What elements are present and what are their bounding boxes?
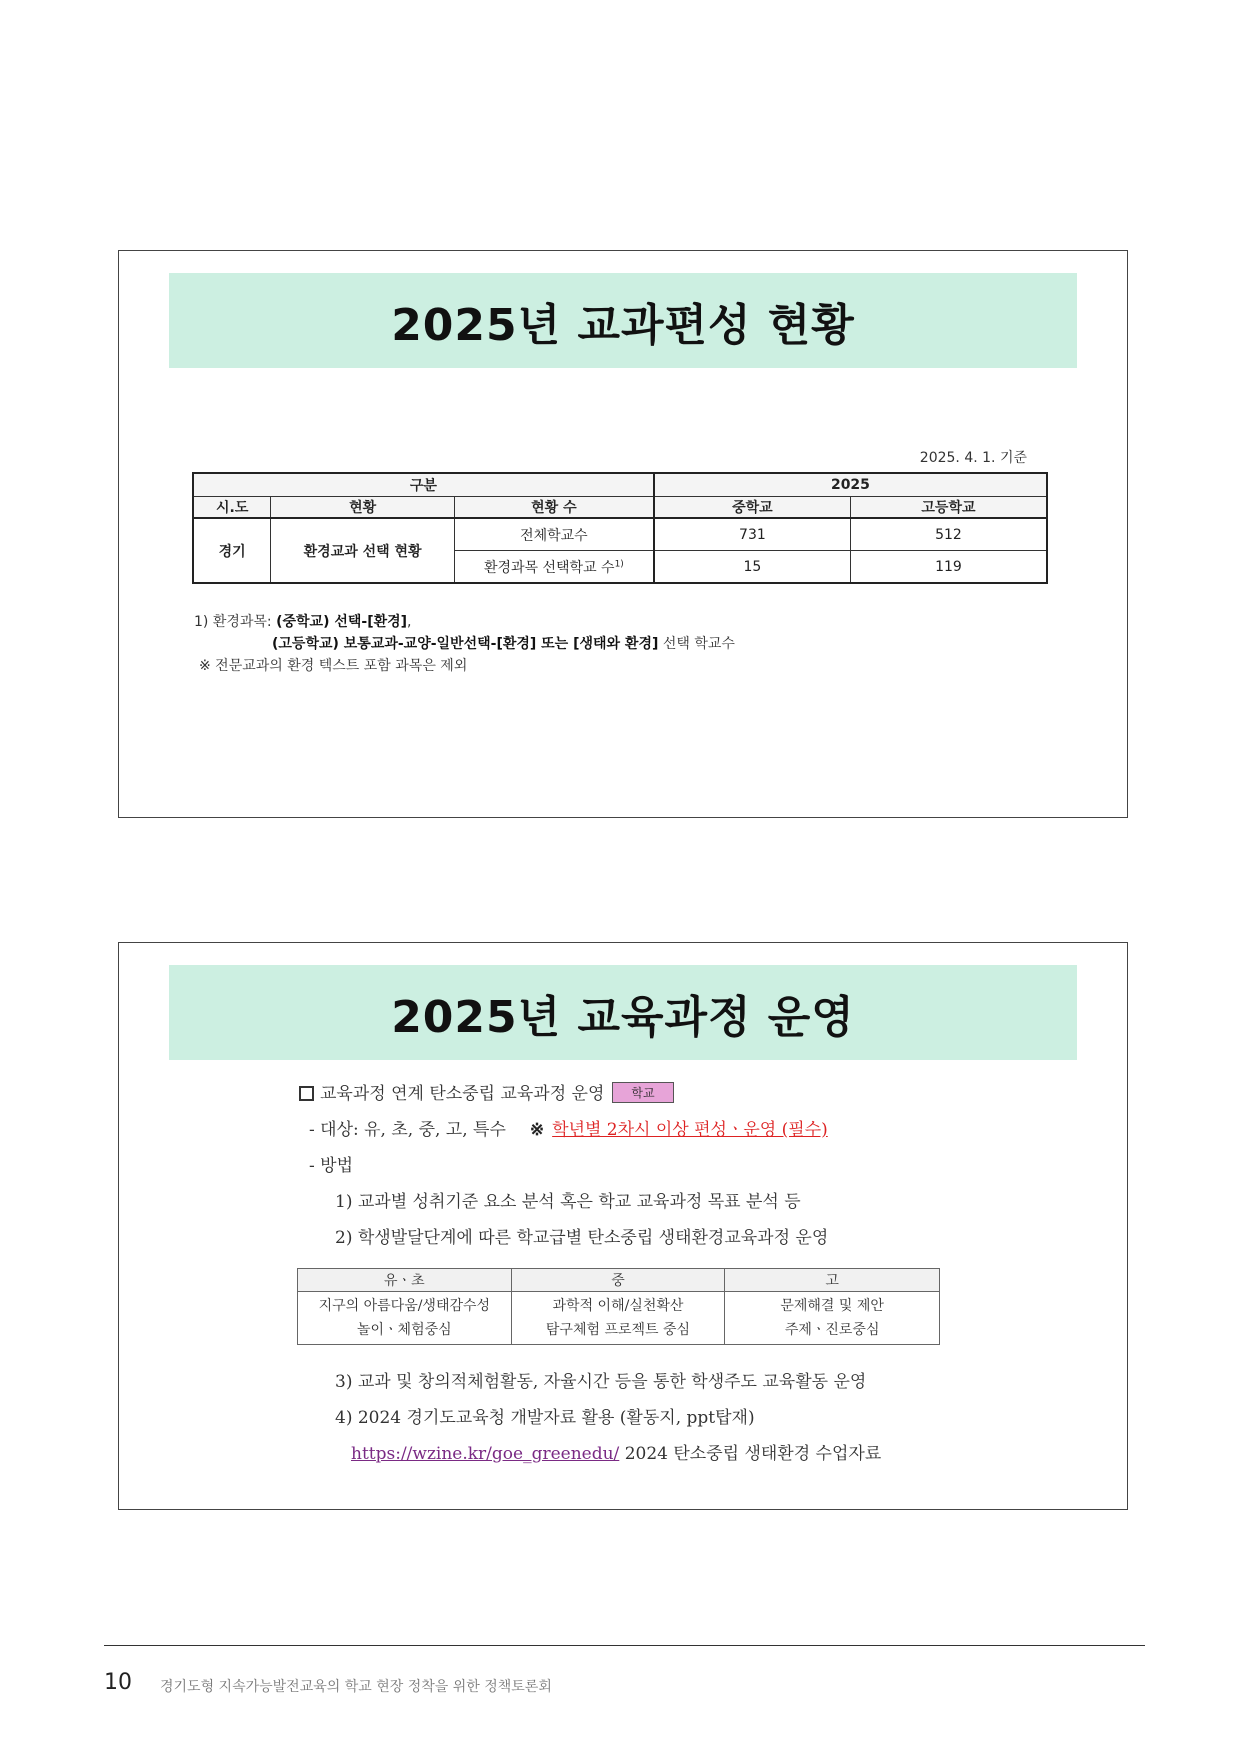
col-high-school: 고등학교 [850,497,1047,519]
slide-title-bar [169,273,1077,368]
footer-divider [104,1645,1145,1646]
basis-date: 2025. 4. 1. 기준 [919,450,1027,466]
slide-title-bar [169,965,1077,1060]
method-step-3: 3) 교과 및 창의적체험활동, 자율시간 등을 통한 학생주도 교육활동 운영 [335,1372,867,1392]
level-cell-line: 놀이ㆍ체험중심 [356,1322,452,1338]
col-count: 현황 수 [454,497,654,519]
slide-title: 2025년 교과편성 현황 [391,299,855,351]
table-row [193,518,1047,551]
resource-description: 2024 탄소중립 생태환경 수업자료 [619,1444,882,1464]
footnote-middle-subject: (중학교) 선택-[환경] [276,614,408,630]
slide-course-status [118,250,1128,818]
table-row [298,1292,940,1345]
section-heading [299,1079,674,1104]
target-line [309,1115,828,1140]
level-cell-line: 주제ㆍ진로중심 [784,1322,880,1338]
col-region: 시.도 [193,497,271,519]
course-status-table [192,472,1048,584]
footnote-ref: 1) [614,558,624,569]
col-status: 현황 [271,497,455,519]
high-value: 119 [850,551,1047,584]
resource-line [351,1439,881,1464]
table-header-row [298,1269,940,1292]
level-cell [511,1292,725,1345]
region-cell: 경기 [193,518,271,583]
target-label: - 대상: 유, 초, 중, 고, 특수 [309,1120,506,1140]
footnote-line-2 [272,633,735,653]
row-label-cell [454,551,654,584]
heading-text: 교육과정 연계 탄소중립 교육과정 운영 [320,1084,605,1104]
footnote-suffix: 선택 학교수 [658,636,735,652]
level-cell [725,1292,940,1345]
slide-title: 2025년 교육과정 운영 [391,991,855,1043]
col-middle-school: 중학교 [654,497,851,519]
footnote-suffix: , [407,614,412,630]
header-group-cell: 구분 [193,473,654,497]
footnote-line-3: ※ 전문교과의 환경 텍스트 포함 과목은 제외 [199,658,468,674]
high-value: 512 [850,518,1047,551]
page-number: 10 [104,1670,132,1695]
middle-value: 731 [654,518,851,551]
footnote-line-1 [194,611,412,631]
slide-curriculum-operation [118,942,1128,1510]
status-cell: 환경교과 선택 현황 [271,518,455,583]
level-cell-line: 지구의 아름다움/생태감수성 [318,1298,491,1314]
footnote-prefix: 1) 환경과목: [194,614,277,630]
level-cell-line: 과학적 이해/실천확산 [552,1298,684,1314]
row-label: 환경과목 선택학교 수 [483,559,615,576]
level-header: 고 [725,1269,940,1292]
method-step-2: 2) 학생발달단계에 따른 학교급별 탄소중립 생태환경교육과정 운영 [335,1228,829,1248]
header-year-cell: 2025 [654,473,1047,497]
level-cell-line: 탐구체험 프로젝트 중심 [545,1322,691,1338]
school-level-table [297,1268,940,1345]
middle-value: 15 [654,551,851,584]
level-cell-line: 문제해결 및 제안 [780,1298,884,1314]
level-cell [298,1292,512,1345]
table-subheader-row [193,497,1047,519]
row-label: 전체학교수 [454,518,654,551]
school-tag: 학교 [612,1082,673,1103]
required-note: 학년별 2차시 이상 편성ㆍ운영 (필수) [552,1120,828,1140]
method-label: - 방법 [309,1156,353,1176]
reference-mark: ※ [529,1120,545,1140]
resource-link[interactable]: https://wzine.kr/goe_greenedu/ [351,1444,620,1464]
level-header: 유ㆍ초 [298,1269,512,1292]
method-step-4: 4) 2024 경기도교육청 개발자료 활용 (활동지, ppt탑재) [335,1408,755,1428]
method-step-1: 1) 교과별 성취기준 요소 분석 혹은 학교 교육과정 목표 분석 등 [335,1192,801,1212]
footer-title: 경기도형 지속가능발전교육의 학교 현장 정착을 위한 정책토론회 [160,1679,552,1695]
footnote-high-subject: (고등학교) 보통교과-교양-일반선택-[환경] 또는 [생태와 환경] [272,636,659,652]
table-header-row [193,473,1047,497]
checkbox-icon [299,1086,314,1101]
level-header: 중 [511,1269,725,1292]
